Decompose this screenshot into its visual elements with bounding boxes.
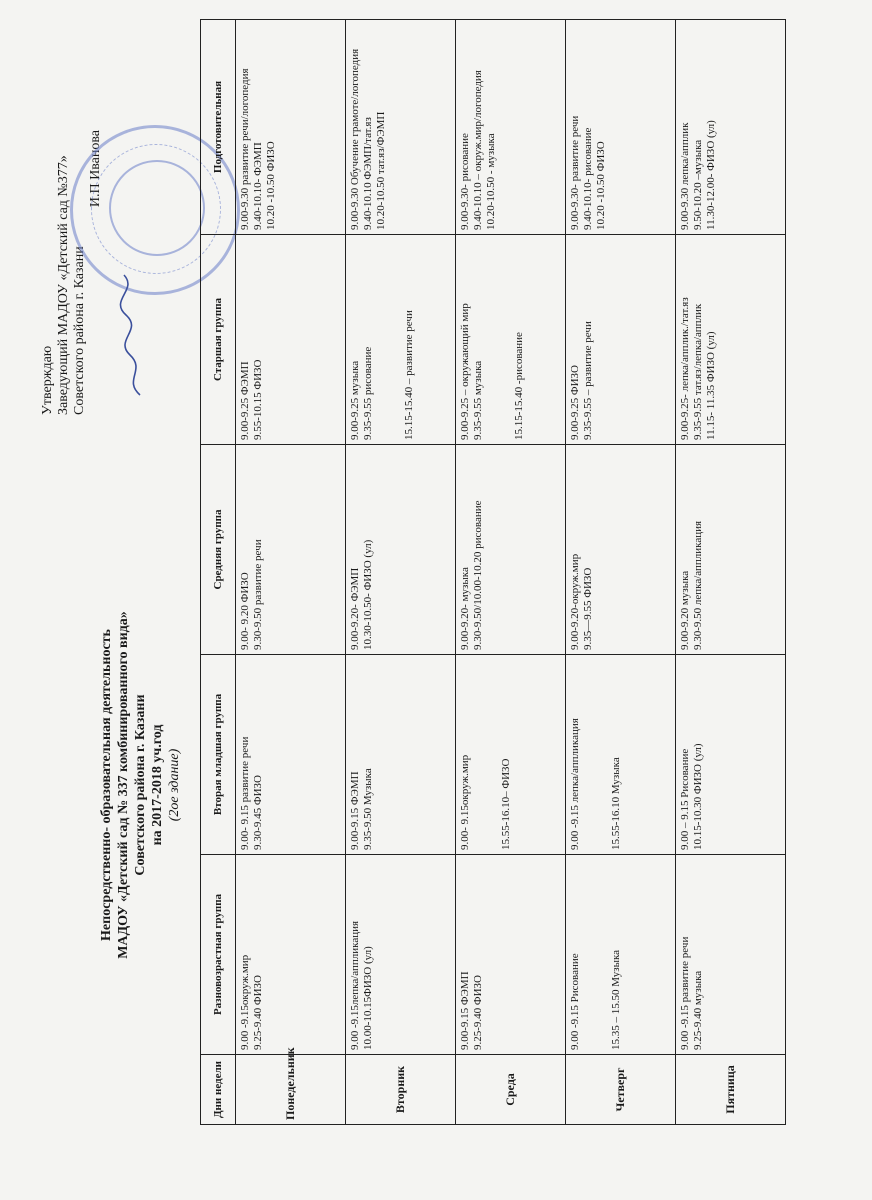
activity-line: 9.00- 9.15 развитие речи [239,736,251,850]
activity-line: 9.00 -9.15 Рисование [569,953,581,1050]
schedule-cell [236,235,346,445]
activity-line: 9.00-9.30 лепка/апплик [679,122,691,230]
schedule-cell [676,235,786,445]
approval-line-2: Заведующий МАДОУ «Детский сад №377» [56,155,71,415]
activity-line: 9.00 – 9.15 Рисование [679,748,691,850]
schedule-cell [236,20,346,235]
activity-line: 15.55-16.10– ФИЗО [500,758,512,850]
activity-line: 9.25-9.40 ФИЗО [472,974,484,1050]
activity-line: 9.00-9.30 развитие речи/логопедия [239,68,251,230]
day-cell: Среда [456,1055,566,1125]
activity-line: 9.00-9.20-окруж.мир [569,553,581,650]
activity-line: 9.30-9.50/10.00-10.20 рисование [472,500,484,650]
schedule-cell [346,235,456,445]
day-cell: Вторник [346,1055,456,1125]
table-row [676,20,786,1125]
activity-line: 9.30-9.50 лепка/аппликация [692,520,704,650]
activity-line: 10.20 -10.50 ФИЗО [265,141,277,230]
activity-line: 9.25-9.40 музыка [692,970,704,1050]
activity-line: 9.00 -9.15окруж.мир [239,954,251,1050]
activity-line: 9.35-9.55 музыка [472,360,484,440]
title-line-1: Непосредственно- образовательная деятельность [99,629,114,941]
header-second-junior-group: Вторая младшая группа [201,655,236,855]
activity-line: 10.20-10.50 - музыка [485,133,497,230]
schedule-cell [456,20,566,235]
activity-line: 9.40-10.10 ФЭМП/тат.яз [362,117,374,230]
activity-line: 9.00-9.20- ФЭМП [349,567,361,650]
activity-line: 9.00-9.15 ФЭМП [459,971,471,1050]
activity-line: 10.15-10.30 ФИЗО (ул) [692,743,704,850]
activity-line: 15.35 – 15.50 Музыка [610,949,622,1050]
schedule-cell [346,20,456,235]
schedule-cell [456,855,566,1055]
activity-line: 10.00-10.15ФИЗО (ул) [362,946,374,1050]
schedule-cell [566,855,676,1055]
header-preparatory-group: Подготовительная [201,20,236,235]
activity-line: 10.20-10.50 тат.яз/ФЭМП [375,111,387,230]
schedule-cell [236,445,346,655]
approval-line-3: Советского района г. Казани [72,246,87,415]
table-header-row [201,20,236,1125]
signature [118,270,148,400]
activity-line: 9.00-9.30- рисование [459,133,471,230]
title-line-2: МАДОУ «Детский сад № 337 комбинированного вида» [116,611,131,959]
schedule-cell [566,20,676,235]
schedule-cell [566,655,676,855]
activity-line: 9.00-9.15 ФЭМП [349,771,361,850]
header-senior-group: Старшая группа [201,235,236,445]
schedule-table [200,19,786,1125]
table-row [236,20,346,1125]
activity-line: 9.35-9.55 – развитие речи [582,321,594,440]
table-row [566,20,676,1125]
activity-line: 11.30-12.00- ФИЗО (ул) [705,120,717,230]
schedule-cell [566,235,676,445]
document-title [98,525,183,1045]
activity-line: 9.00- 9.15окруж.мир [459,754,471,850]
schedule-cell [676,20,786,235]
activity-line: 9.00 -9.15лепка/аппликация [349,920,361,1050]
schedule-cell [236,855,346,1055]
activity-line: 15.15-15.40 – развитие речи [403,310,415,440]
day-cell: Пятница [676,1055,786,1125]
activity-line: 9.00-9.30- развитие речи [569,115,581,230]
activity-line: 9.40-10.10- рисование [582,127,594,230]
activity-line: 9.00-9.25- лепка/апплик./тат.яз [679,297,691,440]
header-days: Дни недели [201,1055,236,1125]
activity-line: 9.00-9.20 музыка [679,570,691,650]
activity-line: 9.30-9.50 развитие речи [252,539,264,650]
title-line-5: (2ое здание) [167,748,182,822]
activity-line: 9.00 -9.15 лепка/аппликация [569,718,581,850]
schedule-cell [236,655,346,855]
table-row [346,20,456,1125]
activity-line: 11.15- 11.35 ФИЗО (ул) [705,331,717,440]
activity-line: 9.00- 9.20 ФИЗО [239,572,251,650]
header-middle-group: Средняя группа [201,445,236,655]
activity-line: 9.00-9.25 ФЭМП [239,361,251,440]
schedule-cell [456,445,566,655]
approval-line-1: Утверждаю [40,345,55,415]
header-mixed-age-group: Разновозрастная группа [201,855,236,1055]
schedule-cell [346,445,456,655]
activity-line: 9.00-9.25 – окружающий мир [459,303,471,440]
schedule-cell [456,655,566,855]
schedule-cell [566,445,676,655]
schedule-cell [456,235,566,445]
title-line-3: Советского района г. Казани [133,694,148,876]
activity-line: 9.40-10.10- ФЭМП [252,142,264,230]
activity-line: 9.55-10.15 ФИЗО [252,359,264,440]
schedule-cell [676,855,786,1055]
activity-line: 9.00-9.25 музыка [349,360,361,440]
activity-line: 9.00-9.30 Обучение грамоте/логопедия [349,48,361,230]
activity-line: 9.00-9.25 ФИЗО [569,364,581,440]
activity-line: 9.50-10.20 –музыка [692,139,704,230]
activity-line: 15.55-16.10 Музыка [610,757,622,850]
activity-line: 9.35—9.55 ФИЗО [582,567,594,650]
activity-line: 9.40-10.10 – окруж.мир/логопедия [472,70,484,230]
activity-line: 9.00-9.20- музыка [459,567,471,650]
activity-line: 10.30-10.50- ФИЗО (ул) [362,539,374,650]
activity-line: 9.25-9.40 ФИЗО [252,974,264,1050]
schedule-cell [346,655,456,855]
activity-line: 15.15-15.40 -рисование [513,332,525,440]
table-row [456,20,566,1125]
activity-line: 10.20 -10.50 ФИЗО [595,141,607,230]
activity-line: 9.00 -9.15 развитие речи [679,936,691,1050]
title-line-4: на 2017-2018 уч.год [150,724,165,846]
activity-line: 9.35-9.55 тат.яз/лепка/апплик [692,303,704,440]
activity-line: 9.30-9.45 ФИЗО [252,774,264,850]
day-cell: Четверг [566,1055,676,1125]
day-cell: Понедельник [236,1055,346,1125]
activity-line: 9.35-9.50 Музыка [362,768,374,850]
schedule-cell [676,655,786,855]
schedule-cell [676,445,786,655]
schedule-cell [346,855,456,1055]
activity-line: 9.35-9.55 рисование [362,346,374,440]
approval-name: И.П Иванова [88,130,103,208]
